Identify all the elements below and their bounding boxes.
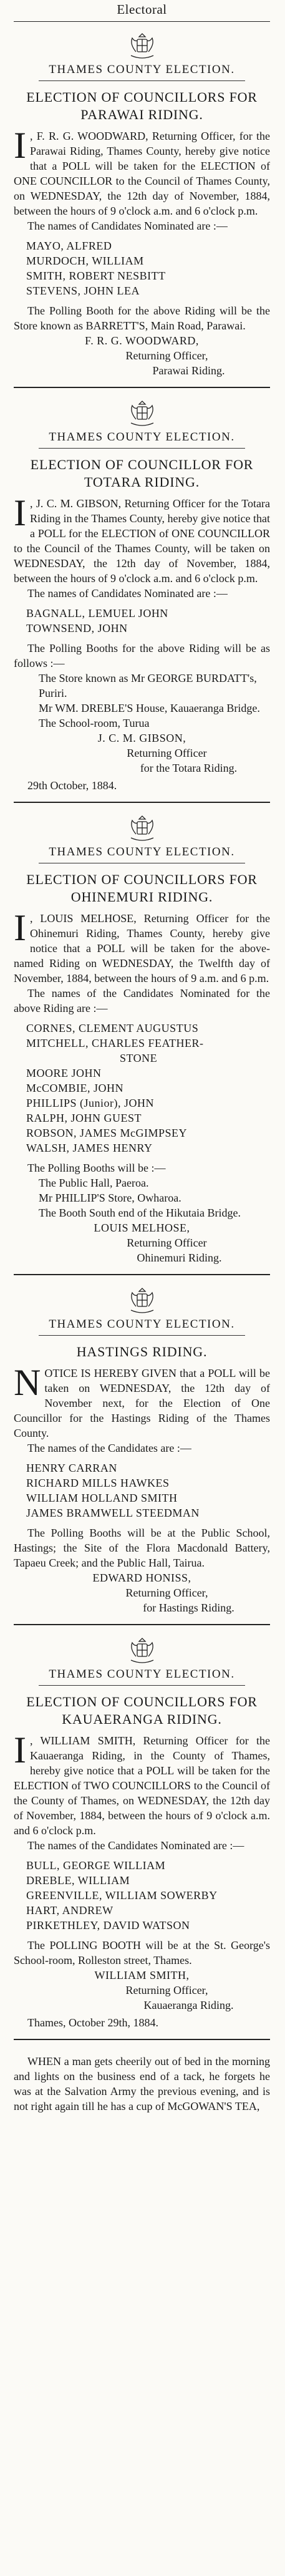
signer-name: WILLIAM SMITH, <box>94 1969 190 1981</box>
signer-title: Returning Officer <box>127 747 207 759</box>
signer-name: J. C. M. GIBSON, <box>97 732 186 744</box>
county-election-title: THAMES COUNTY ELECTION. <box>49 1668 235 1681</box>
candidate-name: PIRKETHLEY, DAVID WATSON <box>26 1919 190 1932</box>
signer-riding: for the Totara Riding. <box>140 762 238 774</box>
signer-title: Returning Officer, <box>125 1587 208 1599</box>
candidate-name: MURDOCH, WILLIAM <box>26 255 144 267</box>
intro-text: , F. R. G. WOODWARD, Returning Officer, for the Parawai Riding, Thames County, hereby give notice that a POLL will be taken for the ELECTION of ONE COUNCILLOR to the Council of Thames County, on WEDNESDAY, the 12th day of November, 1884, between the hours of 9 o'clock a.m. and 6 o'clock p.m. <box>14 130 270 217</box>
candidate-name: STEVENS, JOHN LEA <box>26 284 140 297</box>
signer-riding: Parawai Riding. <box>152 364 225 377</box>
signature-block <box>14 1220 270 1265</box>
signature-block <box>14 1968 270 2013</box>
polling-booth-text <box>14 1525 270 1570</box>
booth-location: The Booth South end of the Hikutaia Bridge. <box>39 1207 241 1219</box>
candidates-intro: The names of the Candidates Nominated are :— <box>27 1839 244 1852</box>
signer-riding: for Hastings Riding. <box>143 1601 234 1614</box>
advert-text: WHEN a man gets cheerily out of bed in the morning and lights on the business end of a tack, he forgets he was at the Salvation Army the previous evening, and is not right again till he has a cup of McGOWAN'S TEA, <box>14 2055 270 2112</box>
intro-text: OTICE IS HEREBY GIVEN that a POLL will be taken on WEDNESDAY, the 12th day of November next, for the Election of One Councillor for the Hastings Riding of the Thames County. <box>14 1367 270 1439</box>
drop-cap: I <box>14 125 26 166</box>
election-title: ELECTION OF COUNCILLORS FOR PARAWAI RIDING. <box>26 89 258 122</box>
royal-coat-of-arms-icon <box>122 815 162 842</box>
candidate-name: RALPH, JOHN GUEST <box>26 1112 142 1124</box>
booth-location: Mr PHILLIP'S Store, Owharoa. <box>39 1192 181 1204</box>
candidates-intro: The names of Candidates Nominated are :— <box>27 220 228 232</box>
county-election-title: THAMES COUNTY ELECTION. <box>49 845 235 858</box>
drop-cap: I <box>14 907 26 948</box>
booth-paragraph: The POLLING BOOTH will be at the St. George's School-room, Rolleston street, Thames. <box>14 1939 270 1966</box>
notice-divider <box>14 1274 270 1275</box>
polling-booth-text <box>14 1160 270 1175</box>
candidate-name: MOORE JOHN <box>26 1067 102 1079</box>
notice-date: Thames, October 29th, 1884. <box>27 2016 158 2029</box>
signer-riding: Ohinemuri Riding. <box>137 1252 222 1264</box>
election-title: ELECTION OF COUNCILLORS FOR KAUAERANGA RIDING. <box>26 1694 258 1727</box>
notice-divider <box>14 2039 270 2040</box>
candidate-list <box>26 238 270 298</box>
signer-title: Returning Officer, <box>125 1984 208 1996</box>
candidate-name: HART, ANDREW <box>26 1904 114 1917</box>
title-rule <box>39 1685 245 1686</box>
candidate-name: HENRY CARRAN <box>26 1462 117 1474</box>
signer-name: EDWARD HONISS, <box>92 1572 191 1584</box>
booth-paragraph: The Polling Booth for the above Riding will be the Store known as BARRETT'S, Main Road, Parawai. <box>14 304 270 332</box>
booth-location: The Public Hall, Paeroa. <box>39 1177 149 1189</box>
signer-name: LOUIS MELHOSE, <box>94 1222 190 1234</box>
candidate-name: CORNES, CLEMENT AUGUSTUS <box>26 1022 199 1034</box>
signature-block <box>14 333 270 378</box>
tea-advertisement <box>14 2054 270 2114</box>
signer-title: Returning Officer, <box>125 349 208 362</box>
booth-intro: The Polling Booths will be :— <box>27 1162 166 1174</box>
election-title: HASTINGS RIDING. <box>76 1344 208 1359</box>
booth-intro: The Polling Booths for the above Riding will be as follows :— <box>14 642 270 669</box>
candidate-name: MITCHELL, CHARLES FEATHER- <box>26 1037 204 1049</box>
notice-date: 29th October, 1884. <box>27 779 117 792</box>
booth-paragraph: The Polling Booths will be at the Public School, Hastings; the Site of the Flora Macdonald Battery, Tapaeu Creek; and the Public Hall, Tairua. <box>14 1527 270 1569</box>
candidate-name: McCOMBIE, JOHN <box>26 1082 124 1094</box>
notice-divider <box>14 1624 270 1625</box>
booth-location: The School-room, Turua <box>39 717 150 729</box>
county-election-title: THAMES COUNTY ELECTION. <box>49 63 235 76</box>
election-title: ELECTION OF COUNCILLORS FOR OHINEMURI RIDING. <box>26 872 258 905</box>
candidate-name: SMITH, ROBERT NESBITT <box>26 270 166 282</box>
title-rule <box>39 1335 245 1336</box>
parawai-notice <box>14 33 270 388</box>
intro-text: , WILLIAM SMITH, Returning Officer for the Kauaeranga Riding, in the County of Thames, hereby give notice that a POLL will be taken for the ELECTION of TWO COUNCILLORS to the Council of the County of Thames, on WEDNESDAY, the 12th day of November, 1884, between the hours of 9 o'clock a.m. and 6 o'clock p.m. <box>14 1734 270 1837</box>
candidates-intro: The names of the Candidates are :— <box>27 1442 191 1454</box>
candidate-name: GREENVILLE, WILLIAM SOWERBY <box>26 1889 218 1902</box>
candidate-name: TOWNSEND, JOHN <box>26 622 128 634</box>
signer-riding: Kauaeranga Riding. <box>143 1999 234 2011</box>
candidate-list <box>26 1858 270 1933</box>
drop-cap: N <box>14 1362 41 1403</box>
candidate-name: BAGNALL, LEMUEL JOHN <box>26 607 168 620</box>
candidate-name: ROBSON, JAMES McGIMPSEY <box>26 1127 188 1139</box>
notice-body <box>14 1362 270 1456</box>
title-rule <box>39 80 245 81</box>
signer-name: F. R. G. WOODWARD, <box>85 334 199 347</box>
candidate-name: WALSH, JAMES HENRY <box>26 1142 153 1154</box>
candidate-name: MAYO, ALFRED <box>26 240 112 252</box>
section-header: Electoral <box>14 0 270 22</box>
candidate-name: JAMES BRAMWELL STEEDMAN <box>26 1507 200 1519</box>
candidate-list <box>26 606 270 636</box>
county-election-title: THAMES COUNTY ELECTION. <box>49 1318 235 1331</box>
candidate-name: PHILLIPS (Junior), JOHN <box>26 1097 154 1109</box>
royal-coat-of-arms-icon <box>122 1288 162 1314</box>
totara-notice <box>14 401 270 803</box>
candidate-name: STONE <box>120 1052 158 1064</box>
candidate-name: WILLIAM HOLLAND SMITH <box>26 1492 178 1504</box>
notice-divider <box>14 387 270 388</box>
intro-text: , J. C. M. GIBSON, Returning Officer for the Totara Riding in the Thames County, hereby give notice that a POLL for the ELECTION of ONE COUNCILLOR to the Council of the Thames County, will be taken on WEDNESDAY, the 12th day of November, 1884, between the hours of 9 o'clock a.m. and 6 o'clock p.m. <box>14 497 270 585</box>
notice-body <box>14 1729 270 1853</box>
polling-booth-text <box>14 303 270 333</box>
royal-coat-of-arms-icon <box>122 1638 162 1664</box>
hastings-notice <box>14 1288 270 1625</box>
candidate-name: DREBLE, WILLIAM <box>26 1874 130 1887</box>
kauaeranga-notice <box>14 1638 270 2040</box>
candidate-list <box>26 1021 270 1155</box>
polling-booth-text <box>14 641 270 671</box>
notice-divider <box>14 802 270 803</box>
royal-coat-of-arms-icon <box>122 33 162 59</box>
ohinemuri-notice <box>14 815 270 1275</box>
notice-body <box>14 492 270 601</box>
notice-body <box>14 907 270 1016</box>
candidates-intro: The names of the Candidates Nominated for the above Riding are :— <box>14 987 270 1014</box>
signature-block <box>14 731 270 775</box>
election-title: ELECTION OF COUNCILLOR FOR TOTARA RIDING. <box>30 457 254 490</box>
drop-cap: I <box>14 492 26 533</box>
signer-title: Returning Officer <box>127 1237 207 1249</box>
notice-body <box>14 125 270 233</box>
candidate-name: RICHARD MILLS HAWKES <box>26 1477 170 1489</box>
county-election-title: THAMES COUNTY ELECTION. <box>49 430 235 444</box>
intro-text: , LOUIS MELHOSE, Returning Officer for the Ohinemuri Riding, Thames County, hereby give notice that a POLL will be taken for the above-named Riding on WEDNESDAY, the Twelfth day of November, 1884, between the hours of 9 a.m. and 6 p.m. <box>14 912 270 984</box>
booth-location: The Store known as Mr GEORGE BURDATT's, Puriri. <box>39 672 257 699</box>
drop-cap: I <box>14 1729 26 1771</box>
booth-location: Mr WM. DREBLE'S House, Kauaeranga Bridge. <box>39 702 260 714</box>
candidates-intro: The names of Candidates Nominated are :— <box>27 587 228 600</box>
signature-block <box>14 1570 270 1615</box>
candidate-list <box>26 1461 270 1520</box>
polling-booth-text <box>14 1938 270 1968</box>
royal-coat-of-arms-icon <box>122 401 162 427</box>
candidate-name: BULL, GEORGE WILLIAM <box>26 1859 166 1872</box>
title-rule <box>39 448 245 449</box>
